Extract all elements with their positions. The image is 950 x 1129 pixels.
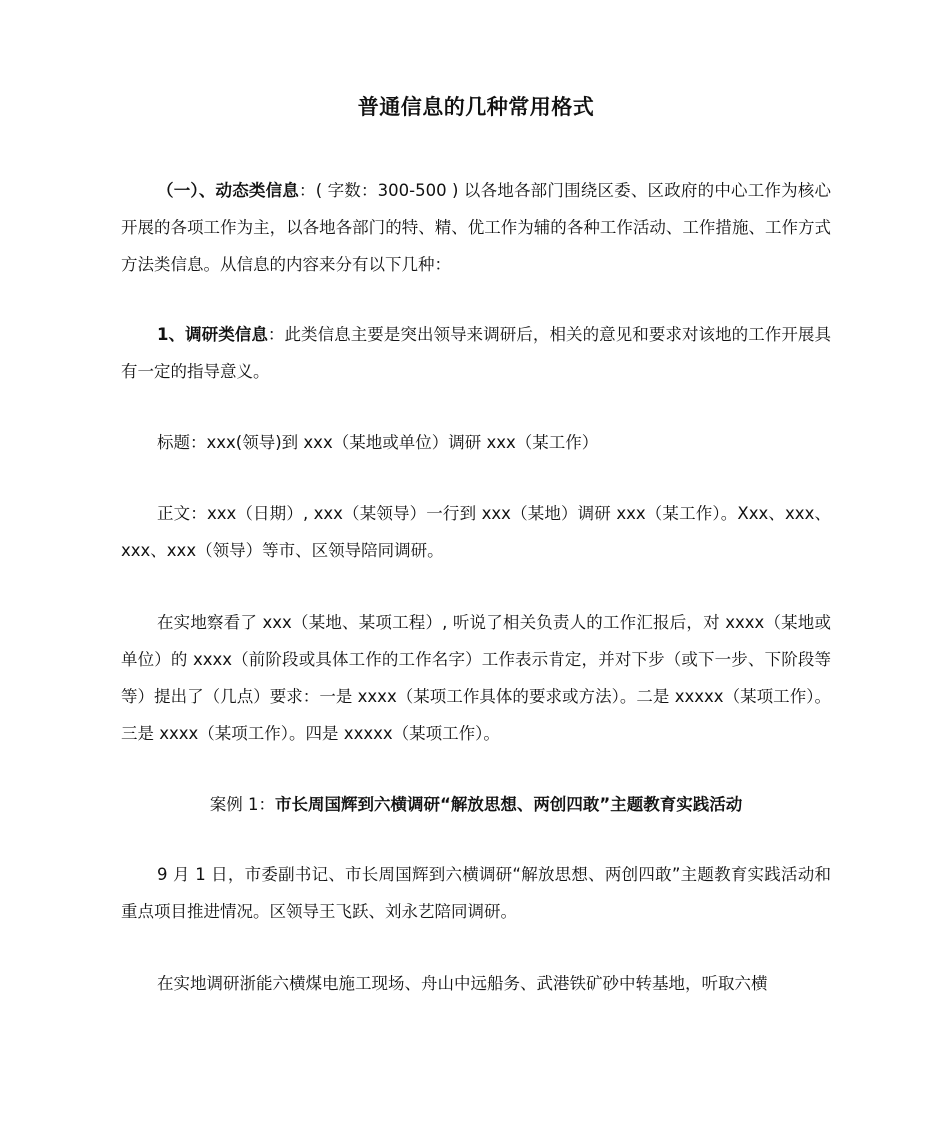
case-1-paragraph-2: 在实地调研浙能六横煤电施工现场、舟山中远船务、武港铁矿砂中转基地，听取六横 xyxy=(157,974,768,993)
body-format-paragraph-1: 正文：xxx（日期）, xxx（某领导）一行到 xxx（某地）调研 xxx（某工作）。Xxx、xxx、xxx、xxx（领导）等市、区领导陪同调研。 xyxy=(121,504,831,560)
body-format-paragraph-2: 在实地察看了 xxx（某地、某项工程）, 听说了相关负责人的工作汇报后，对 xxxx（某地或单位）的 xxxx（前阶段或具体工作的工作名字）工作表示肯定，并对下步（或下一步、下阶段等等）提出了（几点）要求：一是 xxxx（某项工作具体的要求或方法）。二是 xxxxx（某项工作）。三是 xxxx（某项工作）。四是 xxxxx（某项工作）。 xyxy=(121,613,831,743)
research-info-paragraph xyxy=(121,316,831,390)
research-info-heading: 1、调研类信息 xyxy=(157,325,268,344)
title-format-paragraph: 标题：xxx(领导)到 xxx（某地或单位）调研 xxx（某工作） xyxy=(157,433,599,452)
section-dynamic-info-body: ：( 字数：300-500 ) 以各地各部门围绕区委、区政府的中心工作为核心开展的各项工作为主，以各地各部门的特、精、优工作为辅的各种工作活动、工作措施、工作方式方法类信息。从信息的内容来分有以下几种： xyxy=(121,181,831,274)
document-title: 普通信息的几种常用格式 xyxy=(357,95,595,119)
research-info-body: ：此类信息主要是突出领导来调研后，相关的意见和要求对该地的工作开展具有一定的指导意义。 xyxy=(121,325,831,381)
section-dynamic-info-heading: （一）、动态类信息 xyxy=(157,181,299,200)
case-1-label: 案例 1： xyxy=(209,795,276,814)
case-1-heading xyxy=(121,786,831,823)
section-dynamic-info-paragraph xyxy=(121,172,831,283)
case-1-paragraph-1: 9 月 1 日，市委副书记、市长周国辉到六横调研“解放思想、两创四敢”主题教育实践活动和重点项目推进情况。区领导王飞跃、刘永艺陪同调研。 xyxy=(121,865,831,921)
case-1-title: 市长周国辉到六横调研“解放思想、两创四敢”主题教育实践活动 xyxy=(275,795,743,814)
